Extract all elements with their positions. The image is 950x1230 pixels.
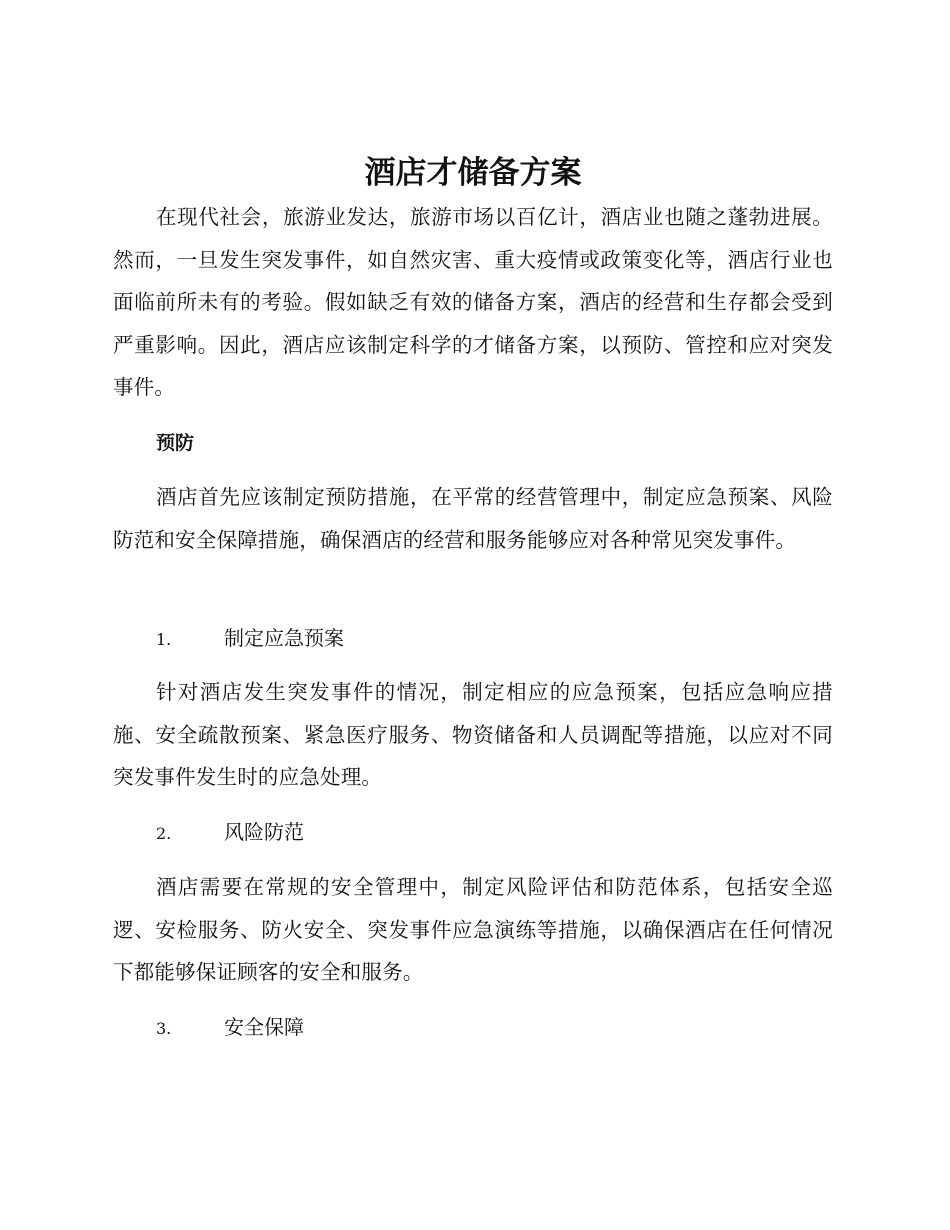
list-item-title: 安全保障 (224, 1015, 304, 1039)
list-item-title: 风险防范 (224, 820, 304, 844)
list-item-number: 3. (156, 1019, 172, 1038)
list-item-number: 1. (156, 630, 172, 649)
list-item-heading-1 (156, 623, 344, 655)
list-item-body-2: 酒店需要在常规的安全管理中，制定风险评估和防范体系，包括安全巡逻、安检服务、防火安全、突发事件应急演练等措施，以确保酒店在任何情况下都能够保证顾客的安全和服务。 (113, 875, 833, 984)
list-item-number: 2. (156, 824, 172, 843)
list-item-title: 制定应急预案 (224, 626, 344, 650)
list-item-heading-3 (156, 1012, 304, 1044)
section-intro-paragraph: 酒店首先应该制定预防措施，在平常的经营管理中，制定应急预案、风险防范和安全保障措施，确保酒店的经营和服务能够应对各种常见突发事件。 (113, 485, 833, 552)
list-item-heading-2 (156, 817, 304, 849)
list-item-body-1: 针对酒店发生突发事件的情况，制定相应的应急预案，包括应急响应措施、安全疏散预案、紧急医疗服务、物资储备和人员调配等措施，以应对不同突发事件发生时的应急处理。 (113, 680, 833, 789)
section-heading-prevention: 预防 (156, 432, 195, 454)
document-title: 酒店才储备方案 (364, 155, 582, 191)
intro-paragraph: 在现代社会，旅游业发达，旅游市场以百亿计，酒店业也随之蓬勃进展。然而，一旦发生突发事件，如自然灾害、重大疫情或政策变化等，酒店行业也面临前所未有的考验。假如缺乏有效的储备方案，酒店的经营和生存都会受到严重影响。因此，酒店应该制定科学的才储备方案，以预防、管控和应对突发事件。 (113, 205, 833, 399)
